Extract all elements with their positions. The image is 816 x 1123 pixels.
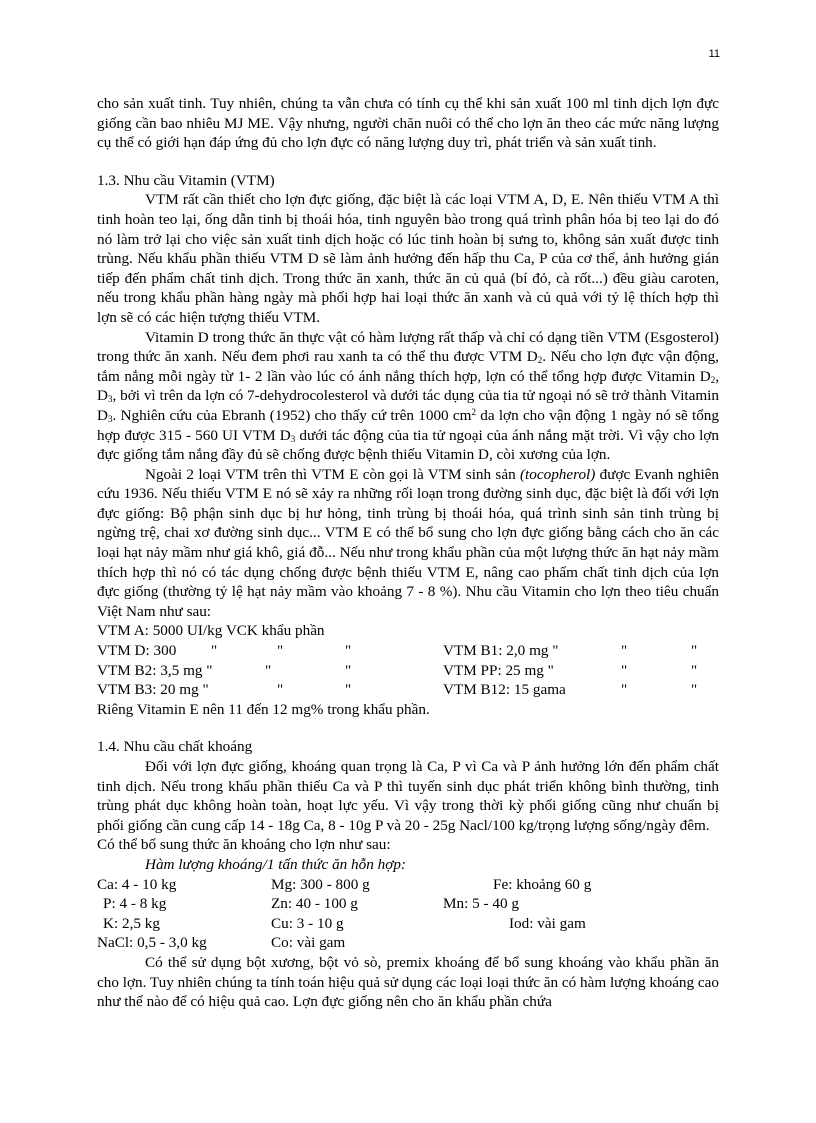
mineral-table-row: P: 4 - 8 kg Zn: 40 - 100 g Mn: 5 - 40 g: [103, 895, 519, 913]
section-heading-vitamin: 1.3. Nhu cầu Vitamin (VTM): [97, 171, 275, 189]
tocopherol-term: (tocopherol): [519, 465, 596, 483]
vitamin-paragraph-2: Vitamin D trong thức ăn thực vật có hàm lượng rất thấp và chỉ có dạng tiền VTM (Esgosterol) trong thức ăn xanh. Nếu đem phơi rau xanh ta có thể thu được VTM $D_2$. Nếu cho lợn đực vận động, tắm nắng mỗi ngày từ 1- 2 lần vào lúc có ánh nắng thích hợp, lợn có thể tổng hợp được Vitamin $D_2$, $D_3$, bởi vì trên da lợn có 7-dehydrocolesterol và dưới tác dụng của tia tử ngoại nó sẽ trở thành Vitamin $D_3$. Nghiên cứu của Ebranh (1952) cho thấy cứ trên 1000 $cm^2$ da lợn cho vận động 1 ngày nó sẽ tổng hợp được 315 - 560 UI VTM $D_3$ dưới tác động của tia tử ngoại của ánh nắng mặt trời. Vì vậy cho lợn đực giống tắm nắng đầy đủ sẽ chống được bệnh thiếu Vitamin D, còi xương của lợn.: [97, 328, 720, 464]
vitamin-paragraph-1: VTM rất cần thiết cho lợn đực giống, đặc biệt là các loại VTM A, D, E. Nên thiếu VTM A thì tinh hoàn teo lại, ống dẫn tinh bị thoái hóa, tinh nguyên bào trong quá trình phân hóa bị teo lại do đó nó làm trở lại cho việc sản xuất tinh dịch hoặc có lúc tinh hoàn bị sưng to, không sản xuất được tinh trùng. Nếu khẩu phần thiếu VTM D sẽ làm ảnh hưởng đến hấp thu Ca, P của cơ thể, ảnh hưởng gián tiếp đến phẩm chất tinh dịch. Trong thức ăn xanh, thức ăn củ quả (bí đỏ, cà rốt...) đều giàu caroten, nếu trong khẩu phần hàng ngày mà phối hợp hai loại thức ăn xanh và củ quả với tỷ lệ thích hợp thì lợn sẽ có các hiện tượng thiếu VTM.: [97, 191, 719, 326]
page-number: 11: [708, 48, 720, 60]
mineral-table-title: Hàm lượng khoáng/1 tấn thức ăn hỗn hợp:: [145, 855, 406, 873]
vitamin-paragraph-3: Ngoài 2 loại VTM trên thì VTM E còn gọi là VTM sinh sản (tocopherol) được Evanh nghiên cứu 1936. Nếu thiếu VTM E nó sẽ xảy ra những rối loạn trong đường sinh dục, đặc biệt là đối với lợn đực giống: Bộ phận sinh dục bị hư hỏng, tinh trùng bị thoái hóa, quá trình sinh sản tinh trùng bị ngừng trệ, chai xơ đường sinh dục... VTM E có thể bổ sung cho lợn đực giống bằng cách cho ăn các loại hạt nảy mầm như giá khô, giá đỗ... Nếu như trong khẩu phần của một lượng thức ăn hạt nảy mầm thích hợp thì nó có tác dụng chống được bệnh thiếu VTM E, nâng cao phẩm chất tinh dịch của lợn đực giống (thường tỷ lệ hạt nảy mầm vào khoảng 7 - 8 %). Nhu cầu Vitamin cho lợn theo tiêu chuẩn Việt Nam như sau:: [97, 465, 719, 620]
vitamin-table-row: VTM B3: 20 mg " " " VTM B12: 15 gama " ": [97, 681, 698, 699]
mineral-table-row: Ca: 4 - 10 kg Mg: 300 - 800 g Fe: khoảng 60 g: [97, 875, 592, 893]
section-heading-mineral: 1.4. Nhu cầu chất khoáng: [97, 738, 253, 756]
page-content: [97, 94, 719, 1012]
vtm-a-requirement: VTM A: 5000 UI/kg VCK khẩu phần: [97, 622, 325, 640]
mineral-table-row: K: 2,5 kg Cu: 3 - 10 g Iod: vài gam: [103, 914, 586, 932]
mineral-paragraph-last: Có thể sử dụng bột xương, bột vỏ sò, premix khoáng để bổ sung khoáng vào khẩu phần ăn cho lợn. Tuy nhiên chúng ta tính toán hiệu quả sử dụng các loại loại thức ăn có hàm lượng khoáng cao như thế nào để có hiệu quả cao. Lợn đực giống nên cho ăn khẩu phần chứa: [97, 953, 719, 1011]
vitamin-table-row: VTM D: 300 " " " VTM B1: 2,0 mg " " ": [97, 642, 698, 660]
intro-paragraph: cho sản xuất tinh. Tuy nhiên, chúng ta vẫn chưa có tính cụ thể khi sản xuất 100 ml tinh dịch lợn đực giống cần bao nhiêu MJ ME. Vậy nhưng, người chăn nuôi có thể cho lợn ăn theo các mức năng lượng cụ thể có giới hạn đáp ứng đủ cho lợn đực có năng lượng duy trì, phát triển và sản xuất tinh.: [97, 95, 719, 152]
mineral-paragraph-1: Đối với lợn đực giống, khoáng quan trọng là Ca, P vì Ca và P ảnh hưởng lớn đến phẩm chất tinh dịch. Nếu trong khẩu phần thiếu Ca và P thì tuyến sinh dục phát triển không bình thường, tinh trùng phát dục không hoàn toàn, hoạt lực yếu. Vì vậy trong thời kỳ phối giống cũng như chuẩn bị phối giống cần cung cấp 14 - 18g Ca, 8 - 10g P và 20 - 25g Nacl/100 kg/trọng lượng sống/ngày đêm.: [97, 758, 719, 834]
mineral-supplement-intro: Có thể bổ sung thức ăn khoáng cho lợn như sau:: [97, 836, 391, 854]
vitamin-table-row: VTM B2: 3,5 mg " " " VTM PP: 25 mg " " ": [97, 661, 698, 679]
vitamin-e-note: Riêng Vitamin E nên 11 đến 12 mg% trong khẩu phần.: [97, 700, 430, 718]
mineral-table-row: NaCl: 0,5 - 3,0 kg Co: vài gam: [97, 934, 346, 952]
